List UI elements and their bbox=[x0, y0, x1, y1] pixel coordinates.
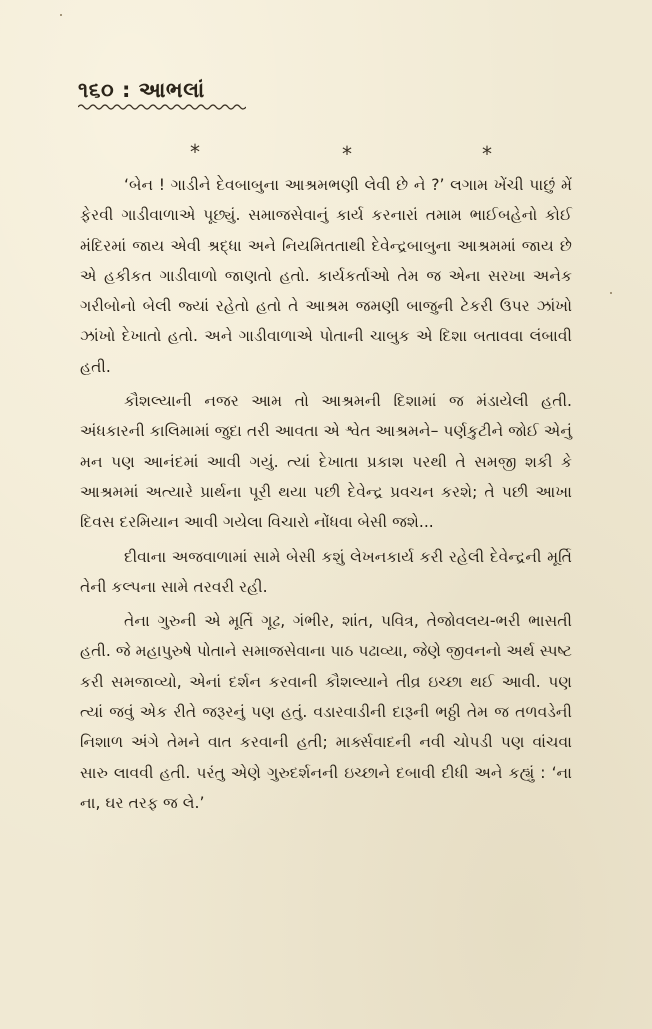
page-header: ૧૬૦ : આભલાં bbox=[78, 78, 205, 102]
paper-speck bbox=[60, 14, 62, 16]
separator-star: * bbox=[190, 140, 200, 164]
separator-star: * bbox=[482, 142, 492, 166]
paragraph: તેના ગુરુની એ મૂર્તિ ગૂઢ, ગંભીર, શાંત, પવિત્ર, તેજોવલય-ભરી ભાસતી હતી. જે મહાપુરુષે પોતાને સમાજસેવાના પાઠ પઢાવ્યા, જેણે જીવનનો અર્થ સ્પષ્ટ કરી સમજાવ્યો, એનાં દર્શન કરવાની કૌશલ્યાને તીવ્ર ઇચ્છા થઈ આવી. પણ ત્યાં જવું એક રીતે જરૂરનું પણ હતું. વડારવાડીની દારૂની ભઠ્ઠી તેમ જ તળવડેની નિશાળ અંગે તેમને વાત કરવાની હતી; માર્ક્સવાદની નવી ચોપડી પણ વાંચવા સારુ લાવવી હતી. પરંતુ એણે ગુરુદર્શનની ઇચ્છાને દબાવી દીધી અને કહ્યું : ‘ના ના, ઘર તરફ જ લે.’ bbox=[80, 612, 572, 812]
header-wavy-underline bbox=[78, 103, 246, 111]
paragraph: ‘બેન ! ગાડીને દેવબાબુના આશ્રમભણી લેવી છે ને ?’ લગામ ખેંચી પાછું મેં ફેરવી ગાડીવાળાએ પૂછ્યું. સમાજસેવાનું કાર્ય કરનારાં તમામ ભાઈબહેનો કોઈ મંદિરમાં જાય એવી શ્રદ્ધા અને નિયમિતતાથી દેવેન્દ્રબાબુના આશ્રમમાં જાય છે એ હકીકત ગાડીવાળો જાણતો હતો. કાર્યકર્તાઓ તેમ જ એના સરખા અનેક ગરીબોનો બેલી જ્યાં રહેતો હતો તે આશ્રમ જમણી બાજુની ટેકરી ઉપર ઝાંખો ઝાંખો દેખાતો હતો. અને ગાડીવાળાએ પોતાની ચાબુક એ દિશા બતાવવા લંબાવી હતી. bbox=[80, 176, 572, 376]
body-text bbox=[80, 170, 572, 822]
paragraph: દીવાના અજવાળામાં સામે બેસી કશું લેખનકાર્ય કરી રહેલી દેવેન્દ્રની મૂર્તિ તેની કલ્પના સામે તરવરી રહી. bbox=[80, 547, 572, 596]
paper-speck bbox=[610, 292, 612, 294]
paragraph: કૌશલ્યાની નજર આમ તો આશ્રમની દિશામાં જ મંડાયેલી હતી. અંધકારની કાલિમામાં જુદા તરી આવતા એ શ્વેત આશ્રમને– પર્ણકુટીને જોઈ એનું મન પણ આનંદમાં આવી ગયું. ત્યાં દેખાતા પ્રકાશ પરથી તે સમજી શકી કે આશ્રમમાં અત્યારે પ્રાર્થના પૂરી થયા પછી દેવેન્દ્ર પ્રવચન કરશે; તે પછી આખા દિવસ દરમિયાન આવી ગયેલા વિચારો નોંધવા બેસી જશે... bbox=[80, 392, 572, 532]
separator-star: * bbox=[342, 142, 352, 166]
section-separator bbox=[0, 140, 652, 164]
